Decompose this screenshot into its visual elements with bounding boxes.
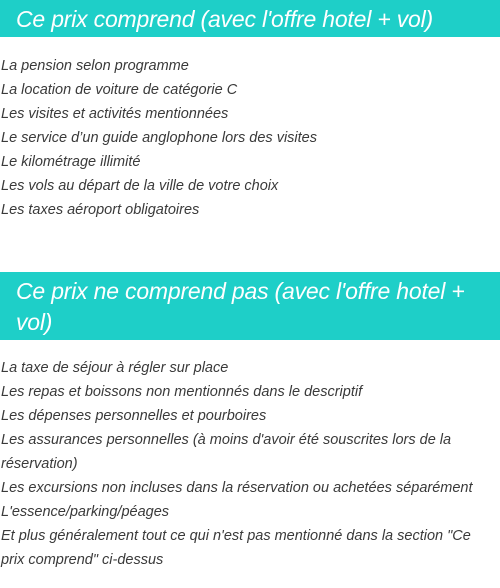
section-spacer xyxy=(0,222,500,272)
excluded-section-title: Ce prix ne comprend pas (avec l'offre hotel + vol) xyxy=(0,272,500,340)
included-item: Le kilométrage illimité xyxy=(1,154,141,170)
excluded-item: Et plus généralement tout ce qui n'est pas mentionné dans la section "Ce prix comprend" ci-dessus xyxy=(1,528,471,568)
included-list xyxy=(0,37,500,222)
excluded-item: Les repas et boissons non mentionnés dans le descriptif xyxy=(1,384,363,400)
included-item: Les taxes aéroport obligatoires xyxy=(1,202,200,218)
excluded-item: L'essence/parking/péages xyxy=(1,504,170,520)
excluded-item: Les assurances personnelles (à moins d'avoir été souscrites lors de la réservation) xyxy=(1,432,452,472)
excluded-list xyxy=(0,340,500,572)
excluded-item: Les dépenses personnelles et pourboires xyxy=(1,408,267,424)
included-section-title: Ce prix comprend (avec l'offre hotel + vol) xyxy=(0,0,500,37)
included-item: Les visites et activités mentionnées xyxy=(1,106,229,122)
included-item: Les vols au départ de la ville de votre choix xyxy=(1,178,279,194)
included-item: Le service d’un guide anglophone lors des visites xyxy=(1,130,317,146)
included-item: La location de voiture de catégorie C xyxy=(1,82,238,98)
excluded-item: La taxe de séjour à régler sur place xyxy=(1,360,229,376)
included-item: La pension selon programme xyxy=(1,58,189,74)
excluded-item: Les excursions non incluses dans la réservation ou achetées séparément xyxy=(1,480,473,496)
